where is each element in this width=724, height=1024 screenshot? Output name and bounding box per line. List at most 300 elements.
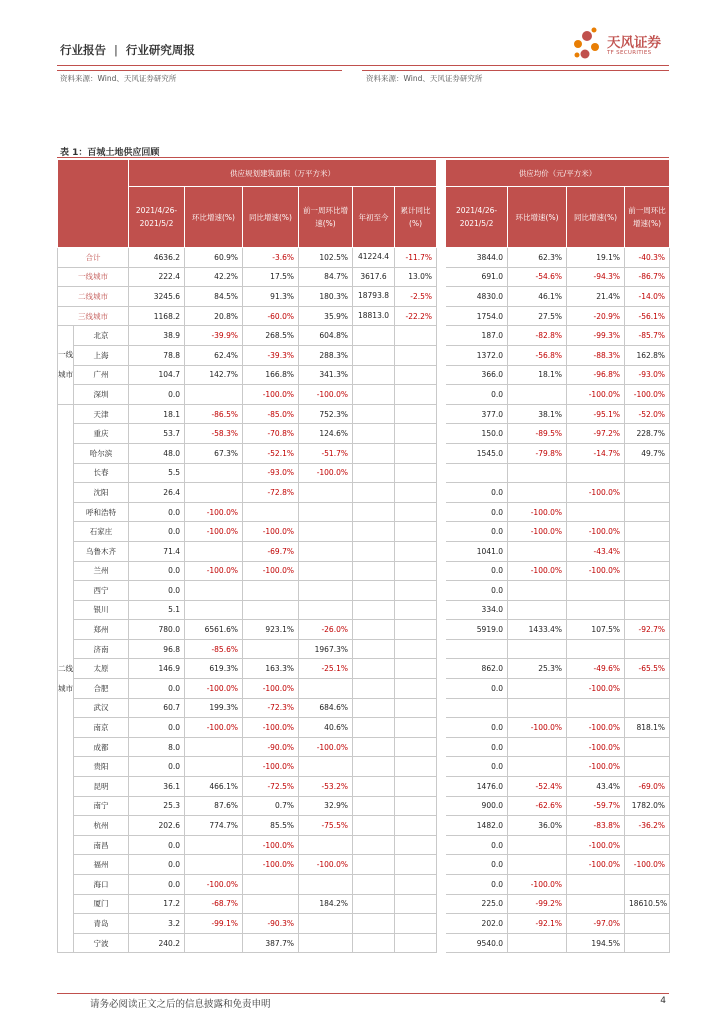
city-name: 兰州 [74, 561, 129, 581]
value-a3: -100.0% [243, 679, 299, 699]
value-a3: 163.3% [243, 659, 299, 679]
value-a4: 684.6% [299, 698, 353, 718]
source-divider-left [57, 70, 342, 71]
city-name: 宁波 [74, 933, 129, 953]
page-number: 4 [660, 996, 666, 1006]
value-p2 [508, 933, 567, 953]
value-a1: 0.0 [129, 875, 185, 895]
city-name: 深圳 [74, 385, 129, 405]
table-row [58, 698, 670, 718]
city-name: 广州 [74, 365, 129, 385]
value-a4 [299, 875, 353, 895]
value-p2 [508, 385, 567, 405]
header-area-group: 供应规划建筑面积（万平方米） [129, 160, 437, 187]
city-name: 海口 [74, 875, 129, 895]
value-p2 [508, 737, 567, 757]
value-a4 [299, 835, 353, 855]
value-a2 [185, 855, 243, 875]
value-a3: 91.3% [243, 287, 299, 307]
value-a6 [395, 894, 437, 914]
value-a5 [353, 894, 395, 914]
value-a6 [395, 345, 437, 365]
value-a2: 84.5% [185, 287, 243, 307]
value-a4: 35.9% [299, 306, 353, 326]
value-a2 [185, 463, 243, 483]
value-a5 [353, 639, 395, 659]
value-a2: -85.6% [185, 639, 243, 659]
value-a4: -53.2% [299, 777, 353, 797]
value-a3: -100.0% [243, 855, 299, 875]
value-a1: 71.4 [129, 541, 185, 561]
value-a6 [395, 541, 437, 561]
gap-cell [437, 659, 446, 679]
value-a1: 0.0 [129, 835, 185, 855]
value-a3: -3.6% [243, 248, 299, 268]
col-area-period: 2021/4/26-2021/5/2 [129, 187, 185, 248]
value-a6 [395, 718, 437, 738]
value-p3: -97.0% [567, 914, 625, 934]
value-a6 [395, 816, 437, 836]
value-p2: -99.2% [508, 894, 567, 914]
value-a5 [353, 326, 395, 346]
source-note-right: 资料来源：Wind、天风证券研究所 [366, 74, 483, 83]
value-p1: 0.0 [446, 502, 508, 522]
value-a4: -100.0% [299, 737, 353, 757]
city-name: 呼和浩特 [74, 502, 129, 522]
table-title: 表 1：百城土地供应回顾 [60, 148, 160, 158]
value-a2 [185, 757, 243, 777]
value-p2: 46.1% [508, 287, 567, 307]
value-a6: 13.0% [395, 267, 437, 287]
value-a6 [395, 561, 437, 581]
table-row [58, 561, 670, 581]
value-a3: -100.0% [243, 718, 299, 738]
gap-cell [437, 796, 446, 816]
value-a2: -100.0% [185, 679, 243, 699]
city-name: 石家庄 [74, 522, 129, 542]
value-a5 [353, 737, 395, 757]
city-name: 哈尔滨 [74, 443, 129, 463]
city-name: 乌鲁木齐 [74, 541, 129, 561]
value-a6 [395, 757, 437, 777]
value-a4: -25.1% [299, 659, 353, 679]
table-row [58, 777, 670, 797]
value-p2: -100.0% [508, 718, 567, 738]
header-gap [437, 160, 446, 248]
value-p3 [567, 502, 625, 522]
gap-cell [437, 698, 446, 718]
value-a3 [243, 502, 299, 522]
gap-cell [437, 757, 446, 777]
table-row [58, 385, 670, 405]
value-p4 [625, 698, 670, 718]
value-p2 [508, 855, 567, 875]
value-a4 [299, 757, 353, 777]
city-name: 成都 [74, 737, 129, 757]
value-p3 [567, 698, 625, 718]
value-p3: -100.0% [567, 679, 625, 699]
value-p4 [625, 581, 670, 601]
value-p2: -62.6% [508, 796, 567, 816]
value-p1: 862.0 [446, 659, 508, 679]
value-p4: -92.7% [625, 620, 670, 640]
table-row [58, 620, 670, 640]
value-p1: 0.0 [446, 679, 508, 699]
value-a3 [243, 894, 299, 914]
gap-cell [437, 855, 446, 875]
value-p1: 377.0 [446, 404, 508, 424]
col-area-prev-mom: 前一周环比增速(%) [299, 187, 353, 248]
value-a1: 0.0 [129, 855, 185, 875]
value-a2: -99.1% [185, 914, 243, 934]
value-a2: -100.0% [185, 502, 243, 522]
value-a5 [353, 424, 395, 444]
value-a5: 18813.0 [353, 306, 395, 326]
city-name: 合肥 [74, 679, 129, 699]
value-a4: 1967.3% [299, 639, 353, 659]
value-a4 [299, 581, 353, 601]
value-a4 [299, 522, 353, 542]
table-row [58, 679, 670, 699]
value-p3 [567, 894, 625, 914]
value-p4: -14.0% [625, 287, 670, 307]
value-a2: -39.9% [185, 326, 243, 346]
value-a4 [299, 561, 353, 581]
value-a3: -100.0% [243, 757, 299, 777]
value-p4: -40.3% [625, 248, 670, 268]
value-p4 [625, 875, 670, 895]
gap-cell [437, 365, 446, 385]
table-row [58, 424, 670, 444]
value-a4 [299, 679, 353, 699]
value-p1 [446, 639, 508, 659]
value-p4: -93.0% [625, 365, 670, 385]
value-a2: -58.3% [185, 424, 243, 444]
value-a1: 0.0 [129, 679, 185, 699]
value-a1: 0.0 [129, 561, 185, 581]
value-a4: 124.6% [299, 424, 353, 444]
value-p3: 194.5% [567, 933, 625, 953]
value-a1: 17.2 [129, 894, 185, 914]
value-a3 [243, 639, 299, 659]
value-p3: -43.4% [567, 541, 625, 561]
value-a3: 923.1% [243, 620, 299, 640]
value-a1: 104.7 [129, 365, 185, 385]
value-a3: 85.5% [243, 816, 299, 836]
value-a2: -100.0% [185, 875, 243, 895]
value-a1: 0.0 [129, 502, 185, 522]
value-a1: 36.1 [129, 777, 185, 797]
value-p3: -59.7% [567, 796, 625, 816]
value-p4 [625, 463, 670, 483]
value-p1 [446, 698, 508, 718]
value-a6 [395, 522, 437, 542]
value-a6: -2.5% [395, 287, 437, 307]
value-a3: 268.5% [243, 326, 299, 346]
city-name: 南宁 [74, 796, 129, 816]
value-a4: -100.0% [299, 463, 353, 483]
value-a1: 0.0 [129, 385, 185, 405]
table-row [58, 855, 670, 875]
value-p1: 0.0 [446, 835, 508, 855]
value-p1: 334.0 [446, 600, 508, 620]
value-a3: -93.0% [243, 463, 299, 483]
value-a6 [395, 933, 437, 953]
value-a1: 38.9 [129, 326, 185, 346]
table-row [58, 796, 670, 816]
table-row [58, 326, 670, 346]
value-p2: 25.3% [508, 659, 567, 679]
value-a5 [353, 483, 395, 503]
value-a6 [395, 914, 437, 934]
city-name: 一线城市 [58, 267, 129, 287]
value-a4 [299, 600, 353, 620]
value-p2: -100.0% [508, 561, 567, 581]
value-p3 [567, 463, 625, 483]
value-a3: -72.5% [243, 777, 299, 797]
value-a2 [185, 737, 243, 757]
city-name: 厦门 [74, 894, 129, 914]
value-p2 [508, 698, 567, 718]
value-a2: 42.2% [185, 267, 243, 287]
value-a1: 0.0 [129, 718, 185, 738]
value-p2 [508, 541, 567, 561]
value-a4 [299, 914, 353, 934]
value-p2 [508, 639, 567, 659]
value-p1: 1482.0 [446, 816, 508, 836]
value-a2: -86.5% [185, 404, 243, 424]
gap-cell [437, 777, 446, 797]
gap-cell [437, 483, 446, 503]
value-a4: 604.8% [299, 326, 353, 346]
footer-disclaimer: 请务必阅读正文之后的信息披露和免责申明 [90, 999, 271, 1010]
value-p4: 162.8% [625, 345, 670, 365]
value-a3: -72.3% [243, 698, 299, 718]
value-a6 [395, 581, 437, 601]
value-p3: -49.6% [567, 659, 625, 679]
value-a2: 20.8% [185, 306, 243, 326]
value-a1: 25.3 [129, 796, 185, 816]
gap-cell [437, 404, 446, 424]
value-p2 [508, 483, 567, 503]
value-p3: -96.8% [567, 365, 625, 385]
gap-cell [437, 894, 446, 914]
value-a3: -100.0% [243, 561, 299, 581]
table-row [58, 483, 670, 503]
value-p2: -100.0% [508, 875, 567, 895]
value-a2: 62.4% [185, 345, 243, 365]
value-a4: -75.5% [299, 816, 353, 836]
value-a3: -72.8% [243, 483, 299, 503]
value-a6 [395, 365, 437, 385]
value-p4: -69.0% [625, 777, 670, 797]
value-p2: -56.8% [508, 345, 567, 365]
value-a3: 166.8% [243, 365, 299, 385]
value-p3: -20.9% [567, 306, 625, 326]
value-a2 [185, 933, 243, 953]
gap-cell [437, 600, 446, 620]
value-a2 [185, 483, 243, 503]
city-name: 福州 [74, 855, 129, 875]
header-blank [58, 160, 129, 248]
value-p4: 1782.0% [625, 796, 670, 816]
value-a1: 4636.2 [129, 248, 185, 268]
summary-row [58, 267, 670, 287]
value-p1: 900.0 [446, 796, 508, 816]
value-p2: 1433.4% [508, 620, 567, 640]
value-a2: 6561.6% [185, 620, 243, 640]
value-a3: -100.0% [243, 835, 299, 855]
gap-cell [437, 581, 446, 601]
value-a5: 18793.8 [353, 287, 395, 307]
value-p3: 19.1% [567, 248, 625, 268]
value-a3: 17.5% [243, 267, 299, 287]
value-p3: 43.4% [567, 777, 625, 797]
value-p3: -100.0% [567, 855, 625, 875]
value-a3: -39.3% [243, 345, 299, 365]
value-a4: 288.3% [299, 345, 353, 365]
value-p2 [508, 600, 567, 620]
value-a3: -100.0% [243, 385, 299, 405]
table-row [58, 933, 670, 953]
value-a3 [243, 581, 299, 601]
value-p1: 366.0 [446, 365, 508, 385]
value-a5 [353, 385, 395, 405]
value-a3: -69.7% [243, 541, 299, 561]
table-row [58, 600, 670, 620]
gap-cell [437, 914, 446, 934]
value-a4: 84.7% [299, 267, 353, 287]
city-name: 南昌 [74, 835, 129, 855]
value-a6 [395, 483, 437, 503]
city-name: 二线城市 [58, 287, 129, 307]
value-a2: -68.7% [185, 894, 243, 914]
value-a1: 0.0 [129, 581, 185, 601]
value-a1: 78.8 [129, 345, 185, 365]
value-p3: -100.0% [567, 522, 625, 542]
value-p3: -99.3% [567, 326, 625, 346]
value-a2 [185, 541, 243, 561]
value-p3: 107.5% [567, 620, 625, 640]
city-name: 上海 [74, 345, 129, 365]
city-name: 郑州 [74, 620, 129, 640]
value-p1: 691.0 [446, 267, 508, 287]
city-name: 杭州 [74, 816, 129, 836]
value-p2: -100.0% [508, 502, 567, 522]
value-a5 [353, 796, 395, 816]
value-p3 [567, 581, 625, 601]
value-a3 [243, 600, 299, 620]
value-a5 [353, 522, 395, 542]
value-p4: 818.1% [625, 718, 670, 738]
value-p4 [625, 502, 670, 522]
value-a4 [299, 483, 353, 503]
value-a3: -90.0% [243, 737, 299, 757]
value-p3 [567, 600, 625, 620]
value-p4 [625, 835, 670, 855]
value-a6 [395, 777, 437, 797]
value-a6 [395, 679, 437, 699]
value-p2: -92.1% [508, 914, 567, 934]
value-a2: -100.0% [185, 718, 243, 738]
value-a1: 0.0 [129, 522, 185, 542]
table-row [58, 463, 670, 483]
city-name: 西宁 [74, 581, 129, 601]
value-a6 [395, 385, 437, 405]
value-a5 [353, 502, 395, 522]
gap-cell [437, 875, 446, 895]
value-a4: -26.0% [299, 620, 353, 640]
city-name: 三线城市 [58, 306, 129, 326]
value-p3: -88.3% [567, 345, 625, 365]
city-name: 太原 [74, 659, 129, 679]
value-p2: -79.8% [508, 443, 567, 463]
city-name: 昆明 [74, 777, 129, 797]
city-name: 长春 [74, 463, 129, 483]
value-p2: -82.8% [508, 326, 567, 346]
value-a6 [395, 875, 437, 895]
value-p1: 1372.0 [446, 345, 508, 365]
value-a4: -51.7% [299, 443, 353, 463]
city-name: 武汉 [74, 698, 129, 718]
city-name: 合计 [58, 248, 129, 268]
value-p2: 27.5% [508, 306, 567, 326]
value-p3: -100.0% [567, 561, 625, 581]
col-price-mom: 环比增速(%) [508, 187, 567, 248]
value-a2: 60.9% [185, 248, 243, 268]
value-p4 [625, 639, 670, 659]
value-a6 [395, 639, 437, 659]
table-row [58, 659, 670, 679]
table-row [58, 639, 670, 659]
report-subtype: 行业研究周报 [125, 43, 195, 57]
value-a5 [353, 600, 395, 620]
gap-cell [437, 306, 446, 326]
value-a5 [353, 718, 395, 738]
value-a6 [395, 600, 437, 620]
value-p2: 38.1% [508, 404, 567, 424]
value-a5 [353, 463, 395, 483]
value-a5 [353, 659, 395, 679]
table-body [58, 248, 670, 953]
value-p1: 1476.0 [446, 777, 508, 797]
gap-cell [437, 345, 446, 365]
gap-cell [437, 287, 446, 307]
table-row [58, 894, 670, 914]
value-a1: 8.0 [129, 737, 185, 757]
footer-divider [57, 993, 669, 994]
table-row [58, 443, 670, 463]
value-p4 [625, 483, 670, 503]
value-a6 [395, 463, 437, 483]
table-row [58, 718, 670, 738]
value-p4: 49.7% [625, 443, 670, 463]
value-a6 [395, 620, 437, 640]
value-p3: 21.4% [567, 287, 625, 307]
value-a6 [395, 424, 437, 444]
value-a5 [353, 875, 395, 895]
value-a3: -100.0% [243, 522, 299, 542]
table-row [58, 404, 670, 424]
logo-subtitle: TF SECURITIES [607, 50, 652, 56]
value-a5 [353, 365, 395, 385]
value-a2: 142.7% [185, 365, 243, 385]
value-p3: -97.2% [567, 424, 625, 444]
value-p1: 1545.0 [446, 443, 508, 463]
value-p4 [625, 933, 670, 953]
value-p4: 18610.5% [625, 894, 670, 914]
value-p4 [625, 600, 670, 620]
